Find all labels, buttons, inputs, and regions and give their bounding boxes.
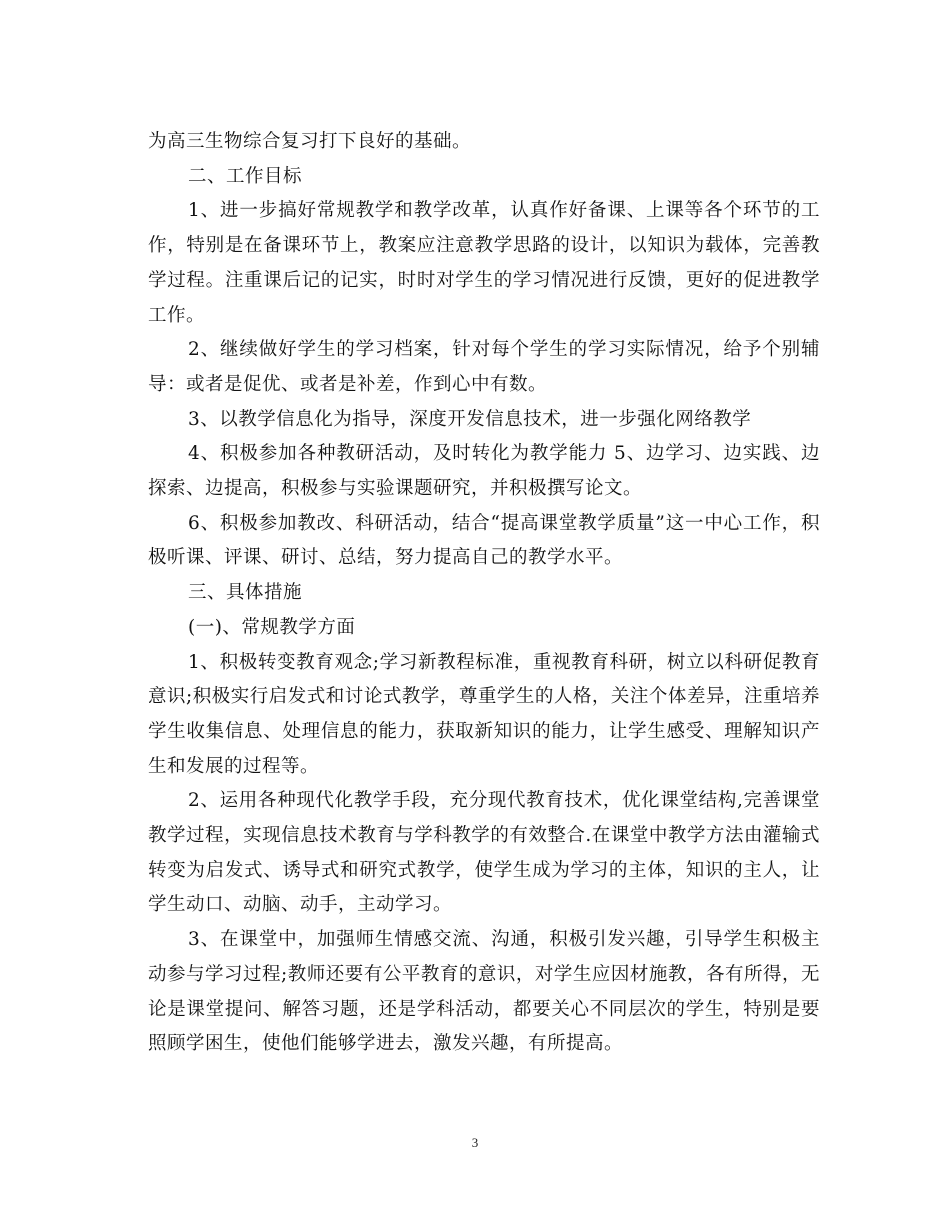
- goal-item-4-5: 4、积极参加各种教研活动，及时转化为教学能力 5、边学习、边实践、边探索、边提高，积极参与实验课题研究，并积极撰写论文。: [148, 443, 820, 500]
- paragraph-continuation: 为高三生物综合复习打下良好的基础。: [148, 131, 472, 152]
- document-body: [148, 125, 820, 1062]
- page-number: 3: [471, 1135, 479, 1150]
- section-heading-measures: 三、具体措施: [188, 582, 303, 604]
- goal-item-1: 1、进一步搞好常规教学和教学改革，认真作好备课、上课等各个环节的工作，特别是在备课环节上，教案应注意教学思路的设计，以知识为载体，完善教学过程。注重课后记的记实，时时对学生的学习情况进行反馈，更好的促进教学工作。: [148, 200, 820, 326]
- goal-item-6: 6、积极参加教改、科研活动，结合“提高课堂教学质量”这一中心工作，积极听课、评课、研讨、总结，努力提高自己的教学水平。: [148, 512, 820, 569]
- goal-item-2: 2、继续做好学生的学习档案，针对每个学生的学习实际情况，给予个别辅导：或者是促优、或者是补差，作到心中有数。: [148, 339, 820, 395]
- section-heading-work-goals: 二、工作目标: [188, 165, 303, 187]
- measure-item-1: 1、积极转变教育观念;学习新教程标准，重视教育科研，树立以科研促教育意识;积极实行启发式和讨论式教学，尊重学生的人格，关注个体差异，注重培养学生收集信息、处理信息的能力，获取新知识的能力，让学生感受、理解知识产生和发展的过程等。: [148, 651, 820, 777]
- measure-item-2: 2、运用各种现代化教学手段，充分现代教育技术，优化课堂结构,完善课堂教学过程，实现信息技术教育与学科教学的有效整合.在课堂中教学方法由灌输式转变为启发式、诱导式和研究式教学，使学生成为学习的主体，知识的主人，让学生动口、动脑、动手，主动学习。: [148, 790, 820, 916]
- subsection-heading-routine-teaching: (一)、常规教学方面: [188, 616, 356, 638]
- measure-item-3: 3、在课堂中，加强师生情感交流、沟通，积极引发兴趣，引导学生积极主动参与学习过程;教师还要有公平教育的意识，对学生应因材施教，各有所得，无论是课堂提问、解答习题，还是学科活动，都要关心不同层次的学生，特别是要照顾学困生，使他们能够学进去，激发兴趣，有所提高。: [148, 929, 820, 1055]
- goal-item-3: 3、以教学信息化为指导，深度开发信息技术，进一步强化网络教学: [188, 408, 752, 430]
